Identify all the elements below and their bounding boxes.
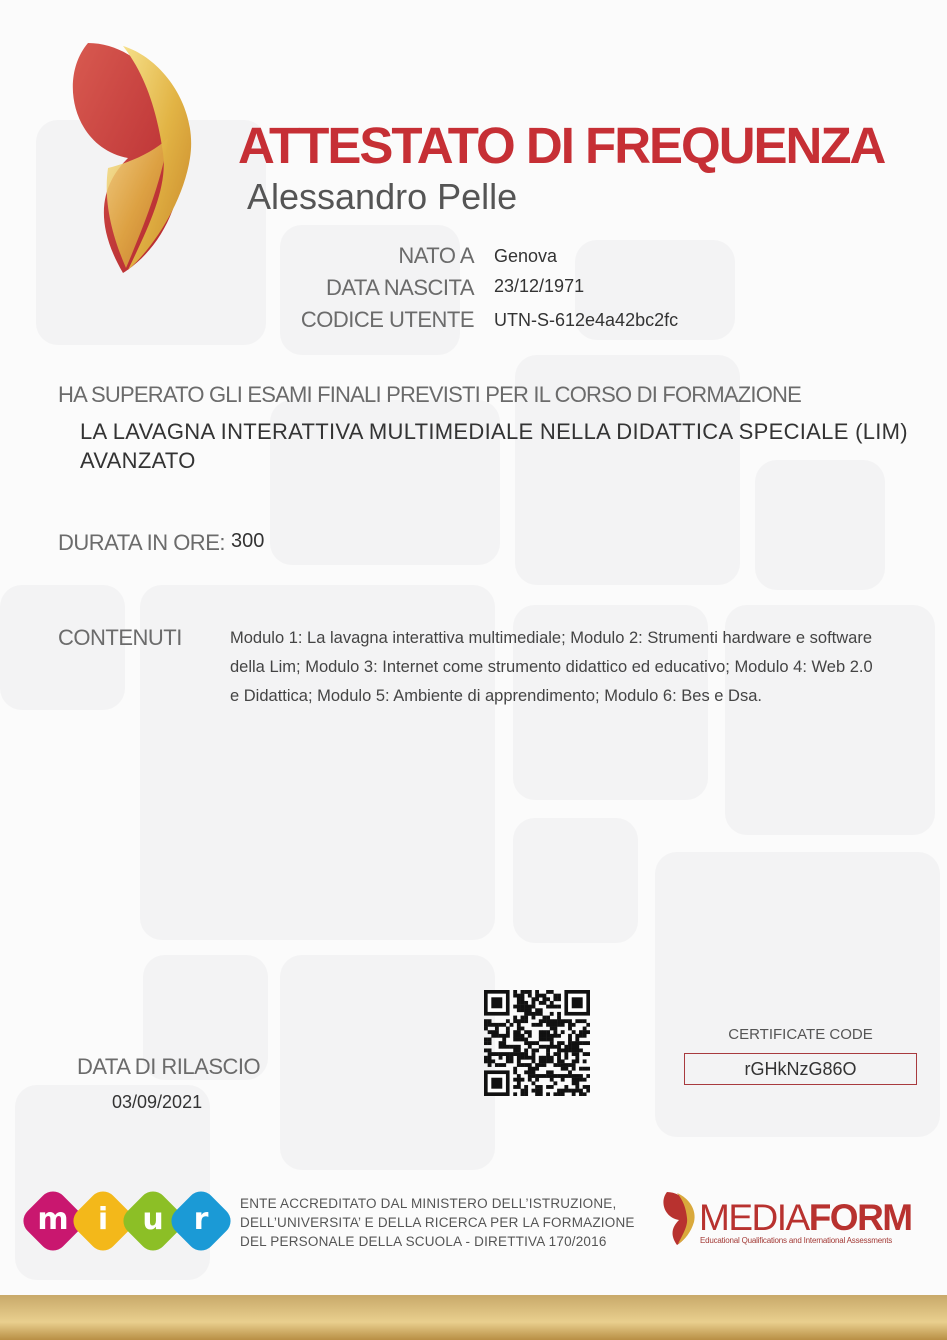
footer-gold-bar	[0, 1295, 947, 1340]
accreditation-line-2: DELL’UNIVERSITA’ E DELLA RICERCA PER LA FORMAZIONE	[240, 1215, 635, 1230]
accreditation-text	[240, 1194, 635, 1251]
miur-letter-i: i	[97, 1202, 109, 1237]
certificate-code-value: rGHkNzG86O	[684, 1053, 917, 1085]
birthplace-value: Genova	[494, 246, 558, 266]
duration-label: DURATA IN ORE:	[58, 530, 225, 555]
mediaform-tagline: Educational Qualifications and International Assessments	[700, 1236, 893, 1245]
miur-logo	[22, 1190, 232, 1252]
certificate-code-label: CERTIFICATE CODE	[728, 1026, 873, 1043]
accreditation-line-3: DEL PERSONALE DELLA SCUOLA - DIRETTIVA 170/2016	[240, 1234, 607, 1249]
mediaform-butterfly-icon	[663, 1190, 697, 1246]
miur-letter-m: m	[37, 1202, 69, 1237]
accreditation-line-1: ENTE ACCREDITATO DAL MINISTERO DELL’ISTRUZIONE,	[240, 1196, 617, 1211]
recipient-name: Alessandro Pelle	[247, 176, 518, 217]
user-code-label: CODICE UTENTE	[300, 307, 474, 332]
duration-value: 300	[231, 530, 265, 552]
birthplace-label: NATO A	[398, 243, 474, 268]
user-code-value: UTN-S-612e4a42bc2fc	[494, 310, 679, 330]
mediaform-logo	[663, 1190, 923, 1250]
passed-exams-label: HA SUPERATO GLI ESAMI FINALI PREVISTI PER IL CORSO DI FORMAZIONE	[58, 382, 801, 407]
issue-date-value: 03/09/2021	[112, 1092, 203, 1112]
birthdate-value: 23/12/1971	[494, 276, 585, 296]
butterfly-logo-icon	[68, 38, 203, 283]
contents-text: Modulo 1: La lavagna interattiva multimediale; Modulo 2: Strumenti hardware e software della Lim; Modulo 3: Internet come strumento didattico ed educativo; Modulo 4: Web 2.0 e Didattica; Modulo 5: Ambiente di apprendimento; Modulo 6: Bes e Dsa.	[230, 629, 873, 705]
contents-label: CONTENUTI	[58, 625, 182, 650]
mediaform-brand-prefix: MEDIA	[699, 1197, 809, 1238]
certificate-title: ATTESTATO DI FREQUENZA	[238, 117, 885, 174]
miur-letter-u: u	[142, 1202, 164, 1237]
issue-date-label: DATA DI RILASCIO	[77, 1054, 261, 1079]
miur-letter-r: r	[193, 1202, 209, 1237]
course-title: LA LAVAGNA INTERATTIVA MULTIMEDIALE NELLA DIDATTICA SPECIALE (LIM) AVANZATO	[80, 419, 908, 473]
qr-code-icon	[484, 990, 590, 1096]
birthdate-label: DATA NASCITA	[325, 275, 474, 300]
mediaform-brand-suffix: FORM	[808, 1197, 912, 1238]
